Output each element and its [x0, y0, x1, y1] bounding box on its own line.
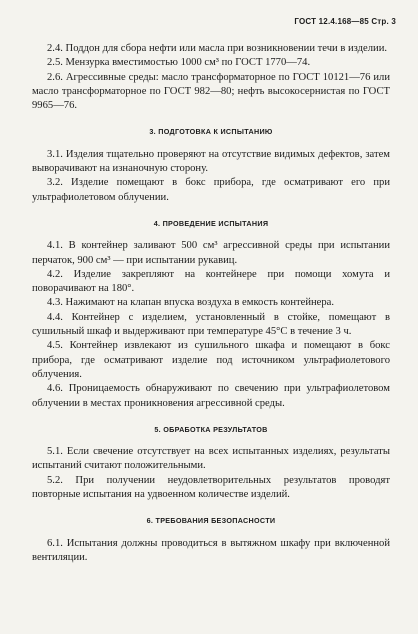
paragraph: 2.5. Мензурка вместимостью 1000 см³ по ГОСТ 1770—74.	[47, 57, 311, 69]
paragraph: 4.5. Контейнер извлекают из сушильного шкафа и помещают в бокс прибора, где осматривают изделие под источником ультрафиолетового облучения.	[32, 340, 390, 380]
page-header: ГОСТ 12.4.168—85 Стр. 3	[294, 17, 396, 26]
section-2	[32, 217, 390, 411]
section-title: 6. ТРЕБОВАНИЯ БЕЗОПАСНОСТИ	[146, 516, 276, 526]
paragraph: 3.2. Изделие помещают в бокс прибора, где осматривают его при ультрафиолетовом облучении.	[32, 177, 390, 203]
paragraph: 6.1. Испытания должны проводиться в вытяжном шкафу при включенной вентиляции.	[32, 537, 390, 563]
paragraph: 2.4. Поддон для сбора нефти или масла при возникновении течи в изделии.	[47, 43, 388, 54]
paragraph: 5.2. При получении неудовлетворительных результатов проводят повторные испытания на удвоенном количестве изделий.	[32, 474, 390, 501]
section-1	[32, 125, 390, 204]
section-3	[32, 423, 390, 502]
paragraph: 4.1. В контейнер заливают 500 см³ агрессивной среды при испытании перчаток, 900 см³ — при испытании рукавиц.	[32, 240, 390, 266]
paragraph: 2.6. Агрессивные среды: масло трансформаторное по ГОСТ 10121—76 или масло трансформаторное по ГОСТ 982—80; нефть высокосернистая по ГОСТ 9965—76.	[32, 71, 390, 112]
paragraph: 4.4. Контейнер с изделием, установленный в стойке, помещают в сушильный шкаф и выдерживают при температуре 45°С в течение 3 ч.	[32, 311, 390, 338]
section-title: 4. ПРОВЕДЕНИЕ ИСПЫТАНИЯ	[153, 218, 269, 228]
document-body	[32, 42, 390, 565]
paragraph: 4.2. Изделие закрепляют на контейнере при помощи хомута и поворачивают на 180°.	[32, 268, 390, 295]
section-title: 3. ПОДГОТОВКА К ИСПЫТАНИЮ	[149, 127, 273, 137]
section-4	[32, 514, 390, 565]
section-title: 5. ОБРАБОТКА РЕЗУЛЬТАТОВ	[154, 424, 268, 434]
paragraph: 5.1. Если свечение отсутствует на всех испытанных изделиях, результаты испытаний считают положительными.	[32, 446, 390, 472]
paragraph: 4.6. Проницаемость обнаруживают по свечению при ультрафиолетовом облучении в местах проникновения агрессивной среды.	[32, 383, 390, 409]
section-0	[32, 42, 390, 113]
paragraph: 4.3. Нажимают на клапан впуска воздуха в емкость контейнера.	[47, 297, 335, 309]
paragraph: 3.1. Изделия тщательно проверяют на отсутствие видимых дефектов, затем выворачивают на изнаночную сторону.	[32, 148, 390, 175]
